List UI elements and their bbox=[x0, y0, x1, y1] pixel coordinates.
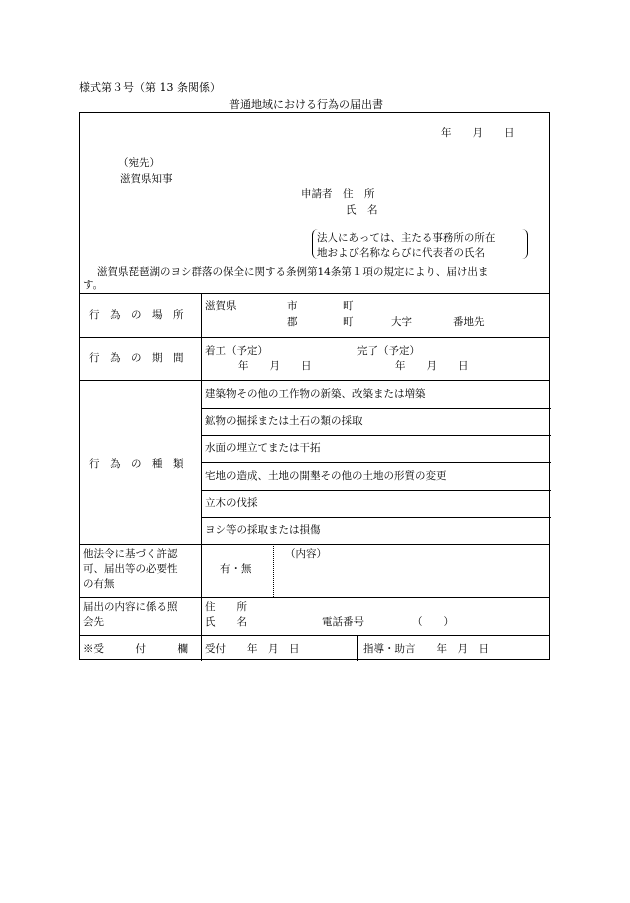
form-title: 普通地域における行為の届出書 bbox=[229, 98, 383, 111]
rule-reception-top bbox=[80, 635, 549, 636]
form-table bbox=[79, 112, 550, 660]
type-option: 建築物その他の工作物の新築、改築または増築 bbox=[205, 388, 426, 400]
date-field: 年 月 日 bbox=[441, 127, 515, 139]
type-option: ヨシ等の採取または損傷 bbox=[205, 524, 321, 536]
other-law-choice: 有・無 bbox=[220, 563, 252, 575]
rule-type-4 bbox=[201, 490, 551, 491]
rule-type-2 bbox=[201, 435, 551, 436]
other-law-label-3: の有無 bbox=[83, 578, 115, 590]
period-end-label: 完了（予定） bbox=[357, 345, 420, 357]
rule-type-3 bbox=[201, 462, 551, 463]
place-prefecture: 滋賀県 bbox=[205, 300, 237, 312]
place-town-1: 町 bbox=[343, 300, 354, 312]
contact-name-label: 氏 名 bbox=[205, 616, 247, 628]
contact-label-2: 会先 bbox=[83, 616, 104, 628]
declaration-line-2: す。 bbox=[83, 279, 104, 291]
place-oaza: 大字 bbox=[391, 316, 412, 328]
reception-received: 受付 年 月 日 bbox=[205, 643, 300, 655]
place-label bbox=[89, 310, 193, 321]
addressee: 滋賀県知事 bbox=[120, 173, 173, 185]
type-option: 鉱物の掘採または土石の類の採取 bbox=[205, 415, 363, 427]
type-label: 行 為 の 種 類 bbox=[89, 458, 184, 470]
rule-place-top bbox=[80, 293, 549, 294]
declaration-line-1: 滋賀県琵琶湖のヨシ群落の保全に関する条例第14条第１項の規定により、届け出ま bbox=[97, 266, 489, 278]
period-end-date: 年 月 日 bbox=[395, 360, 469, 372]
rule-reception-divider bbox=[357, 635, 358, 661]
other-law-label-2: 可、届出等の必要性 bbox=[83, 563, 178, 575]
reception-label: ※受 付 欄 bbox=[83, 643, 188, 655]
rule-period-top bbox=[80, 337, 549, 338]
place-city: 市 bbox=[287, 300, 298, 312]
contact-phone-paren: （ ） bbox=[412, 616, 454, 628]
rule-contact-top bbox=[80, 597, 549, 598]
period-start-date: 年 月 日 bbox=[238, 360, 312, 372]
rule-other-law-top bbox=[80, 544, 549, 545]
type-option: 水面の埋立てまたは干拓 bbox=[205, 442, 321, 454]
rule-type-top bbox=[80, 380, 549, 381]
place-banchi: 番地先 bbox=[453, 316, 485, 328]
place-town-2: 町 bbox=[343, 316, 354, 328]
form-number: 様式第３号（第 13 条関係） bbox=[79, 81, 221, 94]
corporate-note-line-1: 法人にあっては、主たる事務所の所在 bbox=[317, 232, 496, 244]
period-label: 行 為 の 期 間 bbox=[89, 352, 184, 364]
type-option: 宅地の造成、土地の開墾その他の土地の形質の変更 bbox=[205, 470, 447, 482]
applicant-name-label: 氏 名 bbox=[346, 204, 378, 216]
addressee-label: （宛先） bbox=[118, 157, 160, 169]
corporate-note-line-2: 地および名称ならびに代表者の氏名 bbox=[317, 247, 485, 259]
contact-phone-label: 電話番号 bbox=[322, 616, 364, 628]
applicant-address-label: 申請者 住 所 bbox=[301, 188, 375, 200]
rule-label-column bbox=[201, 293, 202, 661]
place-label-text: 行 為 の 場 所 bbox=[89, 309, 184, 321]
type-option: 立木の伐採 bbox=[205, 497, 258, 509]
rule-other-law-divider bbox=[273, 544, 274, 597]
rule-type-5 bbox=[201, 517, 551, 518]
rule-type-1 bbox=[201, 408, 551, 409]
place-gun: 郡 bbox=[287, 316, 298, 328]
reception-guidance: 指導・助言 年 月 日 bbox=[363, 643, 489, 655]
other-law-label-1: 他法令に基づく許認 bbox=[83, 548, 178, 560]
period-start-label: 着工（予定） bbox=[205, 345, 268, 357]
contact-address-label: 住 所 bbox=[205, 601, 247, 613]
contact-label-1: 届出の内容に係る照 bbox=[83, 601, 178, 613]
other-law-content-label: （内容） bbox=[285, 548, 327, 560]
